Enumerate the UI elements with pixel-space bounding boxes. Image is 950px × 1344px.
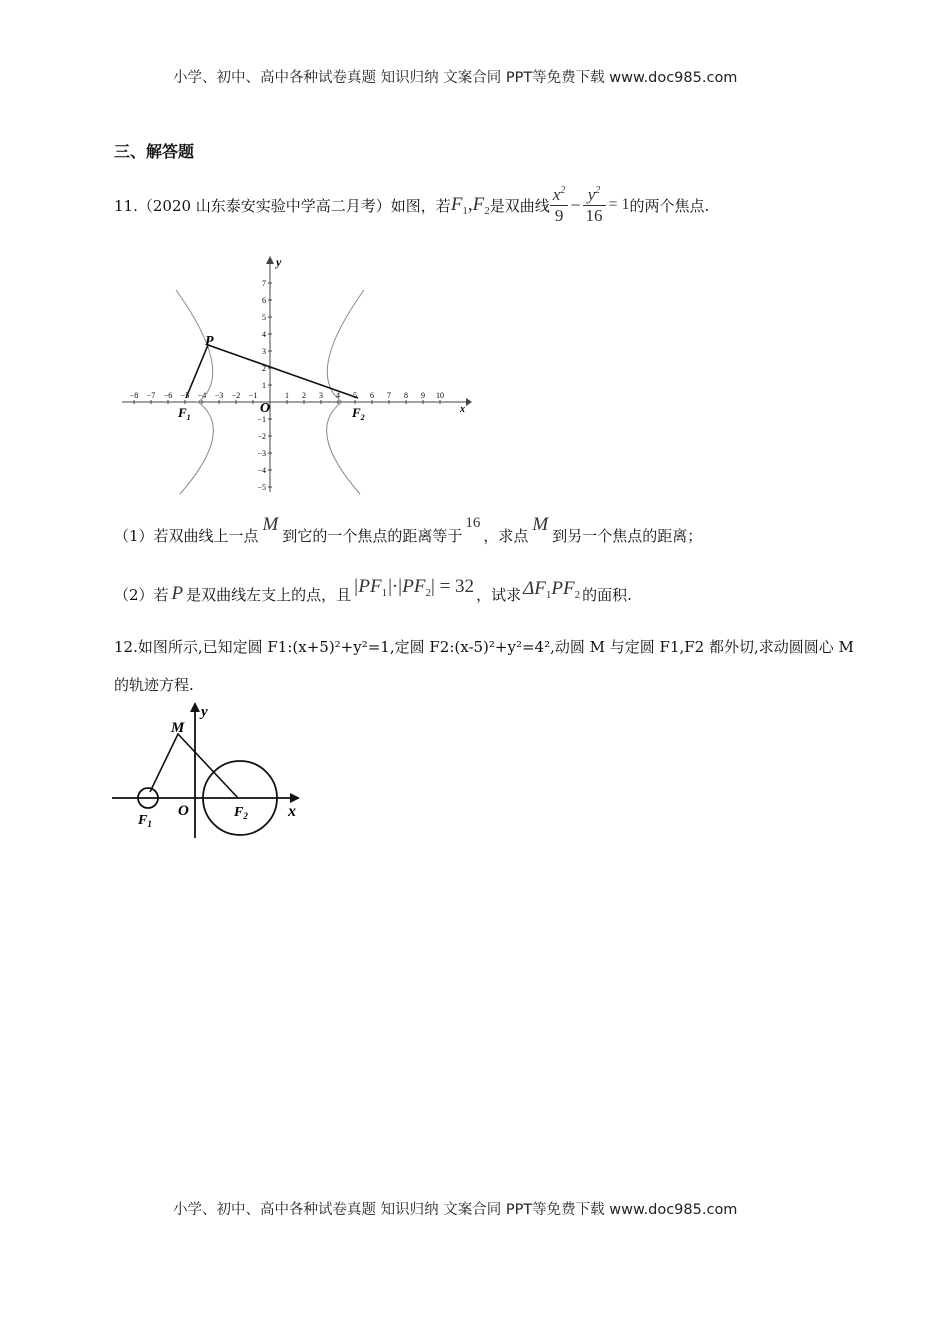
- segment-f1-m-f2: [150, 734, 238, 798]
- fig1-point-f2-label: $F_2$: [352, 405, 365, 422]
- fig1-point-p-label: P: [205, 334, 214, 349]
- fig1-y-tick-label: −5: [257, 483, 266, 492]
- fig2-point-f1-label: $F_1$: [138, 813, 152, 829]
- q11-p2-text-c: ，试求: [476, 585, 522, 604]
- hyperbola-right-branch: [327, 290, 364, 494]
- fig1-y-tick-label: 1: [262, 381, 266, 390]
- fig1-x-tick-label: 8: [404, 391, 408, 400]
- question-11-statement: [114, 180, 709, 230]
- fig1-x-tick-label: 3: [319, 391, 323, 400]
- fig1-y-tick-label: 3: [262, 347, 266, 356]
- q11-p2-point-p: P: [171, 583, 184, 604]
- fig1-x-tick-label: 10: [436, 391, 444, 400]
- q11-p2-text-a: （2）若: [114, 585, 169, 604]
- fig2-y-arrow: [190, 702, 200, 712]
- fig1-y-tick-label: 5: [262, 313, 266, 322]
- fig1-x-tick-label: 7: [387, 391, 391, 400]
- fig2-point-m-label: M: [171, 720, 185, 736]
- fig1-x-tick-label: −5: [180, 391, 190, 400]
- fig1-y-arrow: [266, 256, 274, 264]
- fig1-x-tick-label: 5: [353, 391, 357, 400]
- segment-f1-p-f2: [186, 345, 358, 398]
- q11-p1-text-a: （1）若双曲线上一点: [114, 526, 259, 545]
- fig1-y-tick-label: −3: [257, 449, 266, 458]
- q11-p2-triangle: $\Delta F_1PF_2$: [523, 577, 581, 601]
- q11-p1-text-c: ，求点: [483, 526, 529, 545]
- q11-p1-point-m: M: [262, 514, 279, 535]
- fig1-y-tick-label: 7: [262, 279, 266, 288]
- section-title: 三、解答题: [114, 142, 195, 161]
- fig1-x-tick-label: −4: [197, 391, 207, 400]
- fig1-y-tick-label: −1: [257, 415, 266, 424]
- fig1-y-tick-label: −4: [257, 466, 266, 475]
- fig1-x-tick-label: 9: [421, 391, 425, 400]
- q11-p1-text-d: 到另一个焦点的距离；: [552, 526, 703, 545]
- fig2-x-arrow: [290, 793, 300, 803]
- q11-mid: 是双曲线: [489, 196, 550, 215]
- fig1-y-tick-label: 2: [262, 364, 266, 373]
- q11-p2-text-b: 是双曲线左支上的点，且: [186, 585, 352, 604]
- fig1-tick-group: [130, 279, 444, 492]
- fig1-y-tick-label: 6: [262, 296, 266, 305]
- hyperbola-equation: $\frac{x^2}{9}$ − $\frac{y^2}{16}$ = 1: [550, 185, 630, 226]
- page-header: 小学、初中、高中各种试卷真题 知识归纳 文案合同 PPT等免费下载 www.doc985.com: [173, 70, 738, 86]
- q11-p1-point-m-2: M: [532, 514, 549, 535]
- page-footer: 小学、初中、高中各种试卷真题 知识归纳 文案合同 PPT等免费下载 www.doc985.com: [173, 1202, 738, 1218]
- q11-foci: $F_1,F_2$: [450, 193, 490, 217]
- fig1-x-axis-label: x: [460, 404, 465, 415]
- fig1-x-tick-label: 4: [336, 391, 340, 400]
- fraction-y2-over-16: $\frac{y^2}{16}$: [583, 185, 606, 226]
- question-11-part-2: [114, 576, 632, 612]
- fig1-x-tick-label: −2: [231, 391, 241, 400]
- fig1-origin-label: O: [260, 401, 271, 416]
- fig1-x-tick-label: 2: [302, 391, 306, 400]
- fig1-x-arrow: [466, 398, 472, 406]
- fig2-origin-label: O: [178, 803, 189, 819]
- fig1-y-tick-label: −2: [257, 432, 266, 441]
- fig1-x-tick-label: 6: [370, 391, 374, 400]
- fig1-point-f1-label: $F_1$: [178, 405, 191, 422]
- q11-p2-condition: $|PF_1|\cdot|PF_2| = 32$: [353, 575, 475, 599]
- fig1-x-tick-label: −1: [248, 391, 258, 400]
- question-11-part-1: [114, 515, 702, 555]
- q11-p1-text-b: 到它的一个焦点的距离等于: [282, 526, 463, 545]
- fig1-x-tick-label: −6: [163, 391, 173, 400]
- fig1-y-tick-label: 4: [262, 330, 266, 339]
- q11-suffix: 的两个焦点.: [629, 196, 710, 215]
- fraction-x2-over-9: $\frac{x^2}{9}$: [550, 185, 569, 226]
- circles-figure: [110, 700, 310, 840]
- fig1-x-tick-label: −7: [146, 391, 156, 400]
- q11-p2-text-d: 的面积.: [582, 585, 632, 604]
- hyperbola-figure: [118, 252, 478, 502]
- fig1-x-tick-label: −8: [129, 391, 139, 400]
- q11-prefix: 11.（2020 山东泰安实验中学高二月考）如图，若: [114, 196, 451, 215]
- fig2-point-f2-label: $F_2$: [234, 805, 248, 821]
- fig2-y-axis-label: y: [201, 704, 208, 720]
- fig1-y-axis-label: y: [276, 255, 282, 269]
- question-12-line-2: 的轨迹方程.: [114, 676, 194, 694]
- question-12-line-1: 12.如图所示,已知定圆 F1:(x+5)²+y²=1,定圆 F2:(x-5)²+y²=4²,动圆 M 与定圆 F1,F2 都外切,求动圆圆心 M: [114, 638, 854, 656]
- fig1-x-tick-label: −3: [214, 391, 224, 400]
- fig2-x-axis-label: x: [288, 803, 296, 820]
- q11-p1-distance-value: 16: [465, 514, 481, 531]
- fig1-x-tick-label: 1: [285, 391, 289, 400]
